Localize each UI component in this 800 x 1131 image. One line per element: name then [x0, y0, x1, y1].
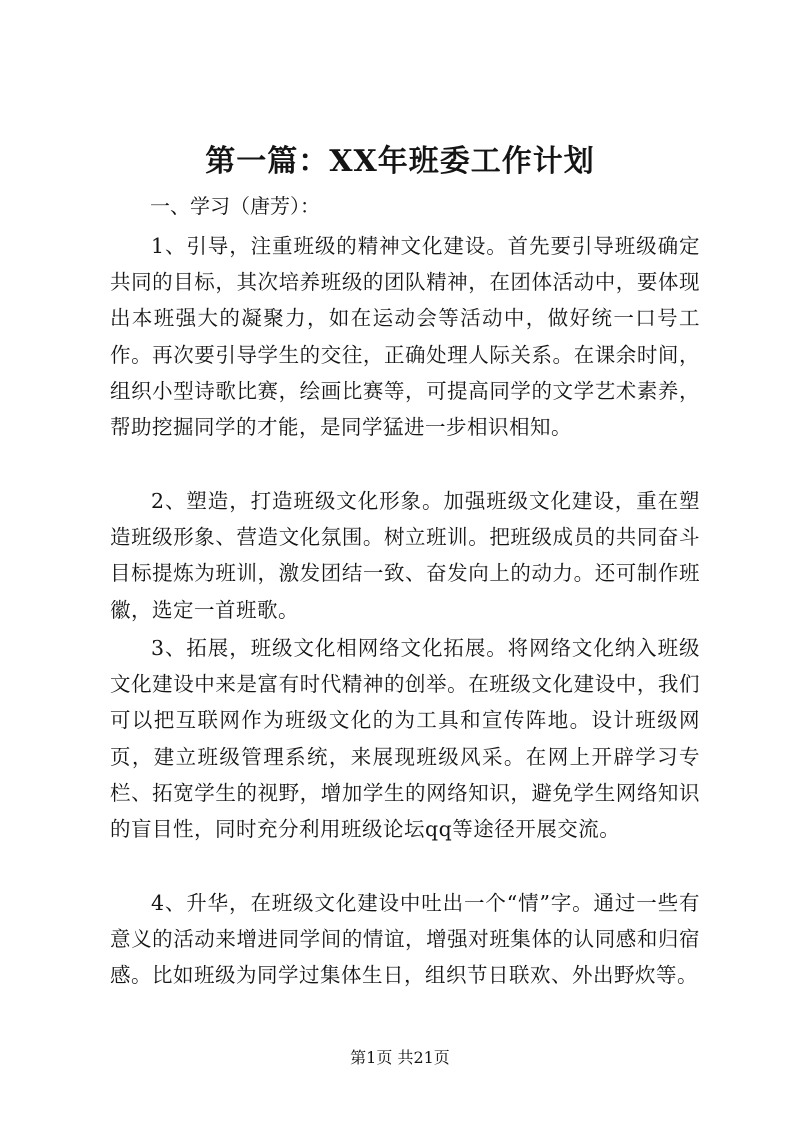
paragraph-4: 4、升华，在班级文化建设中吐出一个“情”字。通过一些有意义的活动来增进同学间的情谊，增强对班集体的认同感和归宿感。比如班级为同学过集体生日，组织节日联欢、外出野炊等。: [110, 891, 700, 988]
paragraph-2: 2、塑造，打造班级文化形象。加强班级文化建设，重在塑造班级形象、营造文化氛围。树立班训。把班级成员的共同奋斗目标提炼为班训，激发团结一致、奋发向上的动力。还可制作班徽，选定一首班歌。: [110, 489, 700, 622]
document-title: 第一篇：XX年班委工作计划: [205, 144, 595, 179]
page-footer: 第1页 共21页: [350, 1048, 450, 1067]
paragraph-3: 3、拓展，班级文化相网络文化拓展。将网络文化纳入班级文化建设中来是富有时代精神的创举。在班级文化建设中，我们可以把互联网作为班级文化的为工具和宣传阵地。设计班级网页，建立班级管理系统，来展现班级风采。在网上开辟学习专栏、拓宽学生的视野，增加学生的网络知识，避免学生网络知识的盲目性，同时充分利用班级论坛qq等途径开展交流。: [110, 636, 700, 842]
paragraph-1: 1、引导，注重班级的精神文化建设。首先要引导班级确定共同的目标，其次培养班级的团队精神，在团体活动中，要体现出本班强大的凝聚力，如在运动会等活动中，做好统一口号工作。再次要引导学生的交往，正确处理人际关系。在课余时间，组织小型诗歌比赛，绘画比赛等，可提高同学的文学艺术素养，帮助挖掘同学的才能，是同学猛进一步相识相知。: [110, 234, 700, 440]
section-heading: 一、学习（唐芳）：: [150, 194, 320, 218]
